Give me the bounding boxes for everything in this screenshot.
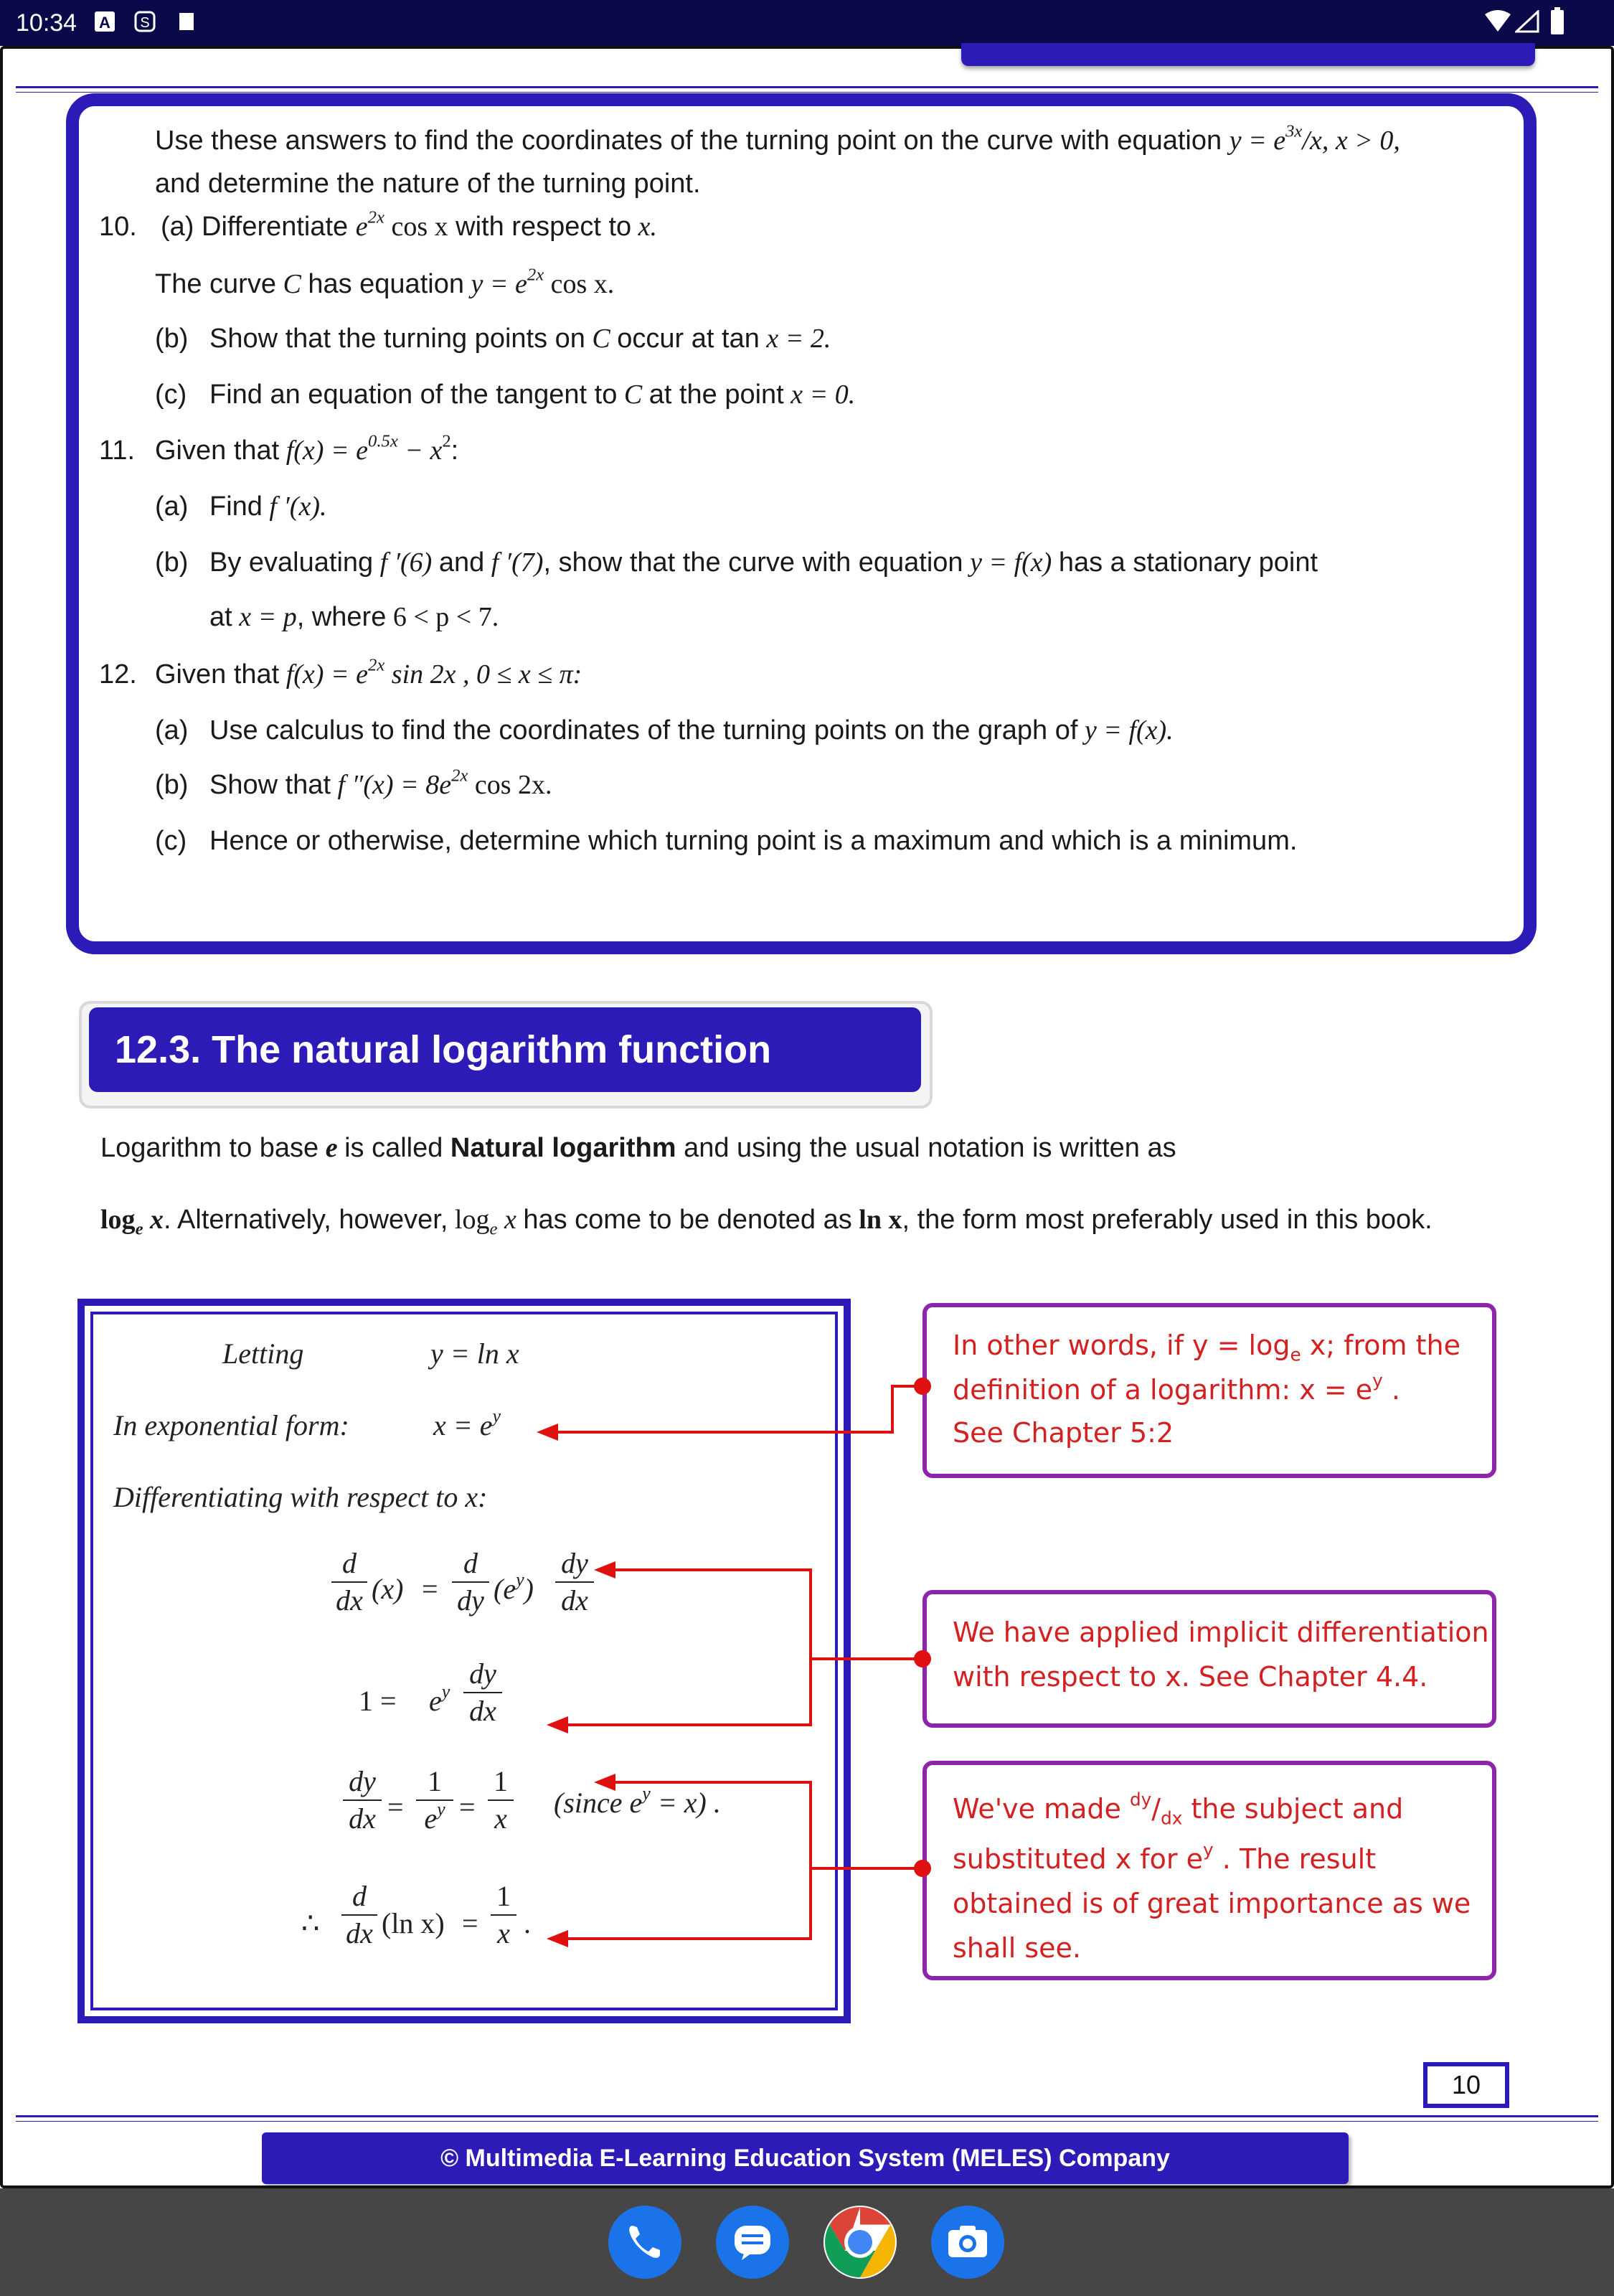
q12c-text: Hence or otherwise, determine which turning point is a maximum and which is a minimum.: [209, 826, 1298, 856]
note3-line2: substituted x for $e^y$ . The result: [953, 1839, 1377, 1875]
note1-line2: definition of a logarithm: $x = e^y$ .: [953, 1370, 1400, 1406]
since-note: (since $e^y = x$) .: [554, 1782, 721, 1819]
connector-dot-note1: [914, 1378, 931, 1395]
frac-dy-dx-2: dy dx: [463, 1657, 502, 1728]
camera-icon[interactable]: [931, 2206, 1004, 2279]
connector-note1: [552, 1386, 922, 1432]
frac-dy-dx-3: dy dx: [343, 1765, 382, 1835]
frac-dy-dx-1: dy dx: [555, 1547, 594, 1617]
q9-line2: and determine the nature of the turning point.: [155, 169, 701, 199]
arrowhead-note3a: [594, 1774, 615, 1791]
note3-line3: obtained is of great importance as we: [953, 1888, 1471, 1919]
q10b-label: (b): [155, 324, 189, 354]
ey-term: $e^y$: [429, 1680, 450, 1717]
q11a-text: Find f ′(x).: [209, 491, 327, 522]
phone-icon[interactable]: [608, 2206, 681, 2279]
q11-text: Given that $f(x) = e^{0.5x} - x^2$:: [155, 431, 459, 466]
q10c-label: (c): [155, 380, 187, 410]
frac-d-dx-2: d dx: [341, 1880, 377, 1950]
q12b-label: (b): [155, 770, 189, 800]
ln-x-paren: (ln x): [382, 1907, 445, 1939]
exponential-form-label: In exponential form:: [113, 1409, 349, 1441]
note2-line1: We have applied implicit differentiation: [953, 1617, 1489, 1648]
connector-dot-note2: [914, 1650, 931, 1667]
final-period: .: [524, 1907, 531, 1939]
q12-number: 12.: [99, 659, 137, 690]
arrowhead-note1: [537, 1424, 558, 1441]
connector-dot-note3: [914, 1860, 931, 1877]
q11b-label: (b): [155, 547, 189, 578]
q11a-label: (a): [155, 491, 189, 522]
q10b-text: Show that the turning points on C occur at tan x = 2.: [209, 324, 831, 354]
therefore-symbol: ∴: [301, 1907, 320, 1939]
exponential-equation: $x = e^y$: [433, 1405, 501, 1441]
q11b-text-line2: at x = p, where 6 < p < 7.: [209, 602, 499, 632]
frac-1-x-2: 1 x: [491, 1880, 516, 1950]
frac-d-dx-1: d dx: [331, 1547, 367, 1617]
frac-1-x-1: 1 x: [488, 1765, 514, 1835]
note2-line2: with respect to x. See Chapter 4.4.: [953, 1661, 1428, 1693]
equals-3b: =: [459, 1791, 476, 1823]
note1-line1: In other words, if $y = \log_e x$; from the: [953, 1330, 1461, 1365]
equals-3a: =: [387, 1791, 404, 1823]
note1-line3: See Chapter 5:2: [953, 1417, 1174, 1449]
q10a-text: (a) Differentiate $e^{2x}$ cos x with respect to x.: [161, 207, 658, 242]
svg-text:A: A: [99, 14, 110, 32]
q10-curve-text: The curve C has equation $y = e^{2x}$ cos x.: [155, 265, 615, 299]
page-number: 10: [1423, 2062, 1509, 2108]
section-title: 12.3. The natural logarithm function: [89, 1007, 921, 1092]
q9-line1: Use these answers to find the coordinates of the turning point on the curve with equation $y = e^{3x}/x$, x > 0,: [155, 121, 1400, 156]
q10-number: 10.: [99, 212, 137, 242]
connector-note2: [562, 1570, 922, 1725]
arrowhead-note3b: [547, 1930, 568, 1947]
arrowhead-note2a: [594, 1561, 615, 1578]
q12b-text: Show that f $''(x) = 8e^{2x}$ cos 2x.: [209, 766, 552, 800]
svg-text:S: S: [140, 15, 150, 31]
differentiating-label: Differentiating with respect to x:: [113, 1481, 488, 1513]
bottom-rule-thin: [16, 2121, 1598, 2122]
equals-4: =: [462, 1907, 478, 1939]
intro-line1: Logarithm to base e is called Natural logarithm and using the usual notation is written as: [100, 1133, 1176, 1163]
q12a-text: Use calculus to find the coordinates of the turning points on the graph of y = f(x).: [209, 715, 1174, 745]
intro-line2: $\log_e x$. Alternatively, however, $\log_e x$ has come to be denoted as ln x, the form most preferably used in this book.: [100, 1205, 1433, 1239]
equals-1: =: [422, 1573, 438, 1605]
q12c-label: (c): [155, 826, 187, 856]
bottom-rule: [16, 2115, 1598, 2117]
messages-icon[interactable]: [716, 2206, 789, 2279]
ey-paren: $(e^y)$: [494, 1568, 534, 1605]
frac-1-ey: 1 $e^y$: [416, 1765, 453, 1835]
note3-line4: shall see.: [953, 1932, 1081, 1964]
chrome-icon[interactable]: [823, 2206, 897, 2279]
q11b-text: By evaluating f ′(6) and f ′(7), show that the curve with equation y = f(x) has a stationary point: [209, 547, 1318, 578]
q11-number: 11.: [99, 436, 136, 466]
status-time: 10:34: [16, 9, 77, 37]
connector-note3: [562, 1782, 922, 1939]
one-equals: 1 =: [359, 1685, 397, 1717]
arrowhead-note2b: [547, 1716, 568, 1733]
q10c-text: Find an equation of the tangent to C at the point x = 0.: [209, 380, 856, 410]
footer-copyright: © Multimedia E-Learning Education System (MELES) Company: [262, 2132, 1349, 2184]
frac-d-dy: d dy: [452, 1547, 489, 1617]
letting-equation: y = ln x: [430, 1337, 519, 1370]
app-dock: [0, 2188, 1614, 2296]
x-paren: (x): [372, 1573, 404, 1605]
note3-line1: We've made $^{dy}/_{dx}$ the subject and: [953, 1789, 1404, 1829]
q12-text: Given that $f(x) = e^{2x}$ sin 2x , 0 ≤ x ≤ π:: [155, 655, 582, 690]
q12a-label: (a): [155, 715, 189, 745]
letting-label: Letting: [222, 1337, 304, 1370]
